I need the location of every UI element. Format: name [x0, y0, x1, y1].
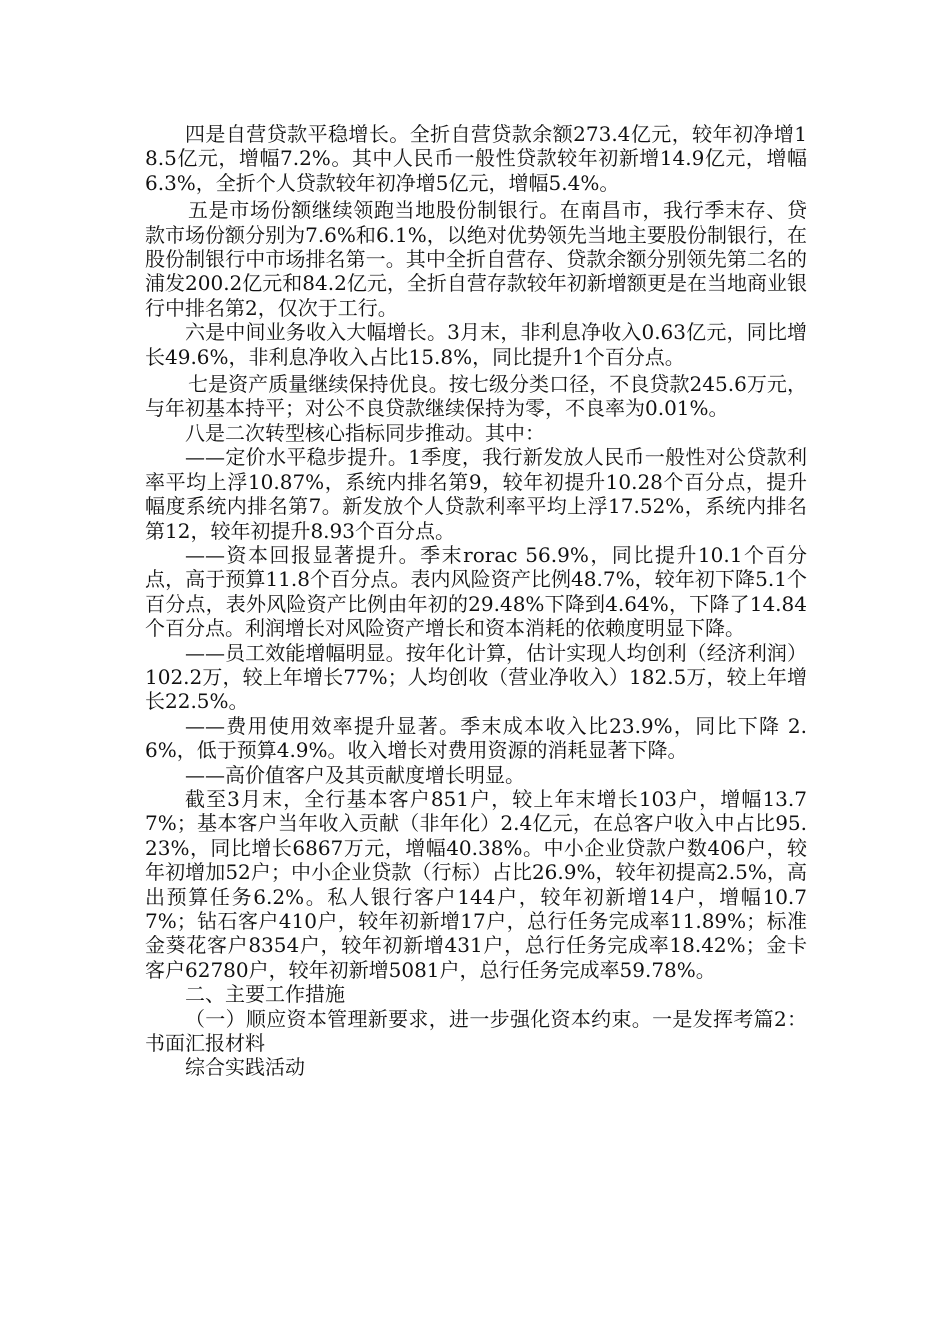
paragraph-capital-management: （一）顺应资本管理新要求，进一步强化资本约束。一是发挥考篇2：书面汇报材料: [145, 1006, 807, 1056]
paragraph-asset-quality: 七是资产质量继续保持优良。按七级分类口径，不良贷款245.6万元，与年初基本持平；对公不良贷款继续保持为零，不良率为0.01%。: [145, 372, 807, 421]
paragraph-self-operated-loans: 四是自营贷款平稳增长。全折自营贷款余额273.4亿元，较年初净增18.5亿元，增幅7.2%。其中人民币一般性贷款较年初新增14.9亿元，增幅6.3%，全折个人贷款较年初净增5亿元，增幅5.4%。: [145, 122, 807, 195]
paragraph-capital-return: ——资本回报显著提升。季末rorac 56.9%，同比提升10.1个百分点，高于预算11.8个百分点。表内风险资产比例48.7%，较年初下降5.1个百分点，表外风险资产比例由年初的29.48%下降到4.64%，下降了14.84个百分点。利润增长对风险资产增长和资本消耗的依赖度明显下降。: [145, 542, 807, 641]
paragraph-pricing-level: ——定价水平稳步提升。1季度，我行新发放人民币一般性对公贷款利率平均上浮10.87%，系统内排名第9，较年初提升10.28个百分点，提升幅度系统内排名第7。新发放个人贷款利率平均上浮17.52%，系统内排名第12，较年初提升8.93个百分点。: [145, 445, 807, 543]
paragraph-staff-efficiency: ——员工效能增幅明显。按年化计算，估计实现人均创利（经济利润）102.2万，较上年增长77%；人均创收（营业净收入）182.5万，较上年增长22.5%。: [145, 640, 807, 714]
paragraph-market-share: 五是市场份额继续领跑当地股份制银行。在南昌市，我行季末存、贷款市场份额分别为7.6%和6.1%，以绝对优势领先当地主要股份制银行，在股份制银行中市场排名第一。其中全折自营存、贷款余额分别领先第二名的浦发200.2亿元和84.2亿元，全折自营存款较年初新增额更是在当地商业银行中排名第2，仅次于工行。: [145, 198, 807, 320]
paragraph-transformation-indicators: 八是二次转型核心指标同步推动。其中：: [185, 420, 545, 445]
paragraph-high-value-customers: ——高价值客户及其贡献度增长明显。: [185, 762, 525, 787]
document-body: [145, 122, 807, 1080]
paragraph-intermediate-income: 六是中间业务收入大幅增长。3月末，非利息净收入0.63亿元，同比增长49.6%，非利息净收入占比15.8%，同比提升1个百分点。: [145, 320, 807, 369]
paragraph-customer-statistics: 截至3月末，全行基本客户851户，较上年末增长103户，增幅13.77%；基本客户当年收入贡献（非年化）2.4亿元，在总客户收入中占比95.23%，同比增长6867万元，增幅40.38%。中小企业贷款户数406户，较年初增加52户；中小企业贷款（行标）占比26.9%，较年初提高2.5%，高出预算任务6.2%。私人银行客户144户，较年初新增14户，增幅10.77%；钻石客户410户，较年初新增17户，总行任务完成率11.89%；标准金葵花客户8354户，较年初新增431户，总行任务完成率18.42%；金卡客户62780户，较年初新增5081户，总行任务完成率59.78%。: [145, 786, 807, 982]
paragraph-practice-activity: 综合实践活动: [185, 1055, 305, 1080]
paragraph-cost-efficiency: ——费用使用效率提升显著。季末成本收入比23.9%，同比下降 2.6%，低于预算4.9%。收入增长对费用资源的消耗显著下降。: [145, 713, 807, 763]
section-heading-main-measures: 二、主要工作措施: [185, 982, 345, 1007]
